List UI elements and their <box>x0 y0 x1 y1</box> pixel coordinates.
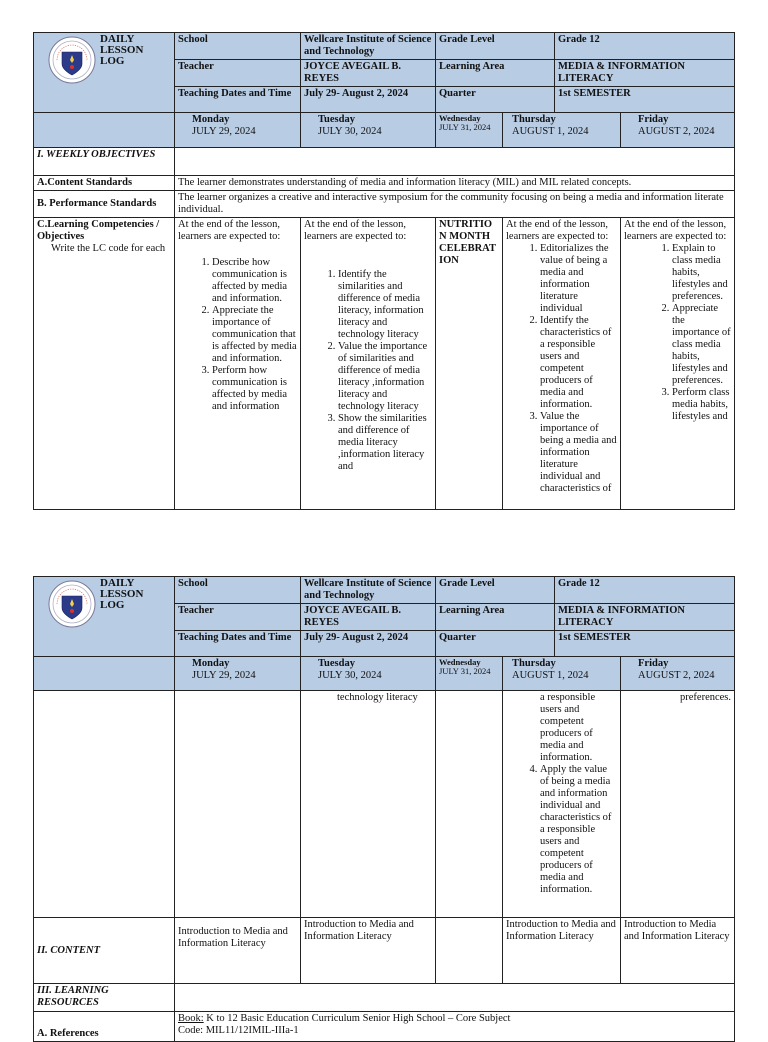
performance-standards-label: B. Performance Standards <box>34 191 175 218</box>
dates-label: Teaching Dates and Time <box>175 631 301 657</box>
weekly-objectives-label: I. WEEKLY OBJECTIVES <box>34 148 175 176</box>
dll-table <box>33 576 735 1042</box>
day-header-wednesday: Wednesday JULY 31, 2024 <box>436 657 503 691</box>
day-header-tuesday: Tuesday JULY 30, 2024 <box>301 113 436 148</box>
competencies-label-cell <box>34 218 175 510</box>
quarter-value: 1st SEMESTER <box>555 631 735 657</box>
competencies-wednesday: NUTRITION MONTH CELEBRATION <box>436 218 503 510</box>
list-item: 2. Appreciate the importance of communication that is affected by media and information. <box>212 305 297 365</box>
deped-seal-icon <box>48 36 96 84</box>
references-label: A. References <box>34 1012 175 1042</box>
day-header-monday: Monday JULY 29, 2024 <box>175 113 301 148</box>
content-wednesday <box>436 918 503 984</box>
dates-label: Teaching Dates and Time <box>175 87 301 113</box>
competencies-sub: Write the LC code for each <box>51 243 166 254</box>
day-header-thursday: Thursday AUGUST 1, 2024 <box>503 657 621 691</box>
competencies-cont-tuesday: technology literacy <box>301 691 436 918</box>
dll-title: DAILY LESSON LOG <box>100 577 144 611</box>
competencies-friday: At the end of the lesson, learners are expected to: 1. Explain to class media habits, lifestyles and preferences. 2. Appreciate the importance of class media habits, lifestyles and preferences. 3. Perform class media habits, lifestyles and <box>621 218 735 510</box>
references-cell <box>175 1012 735 1042</box>
day-header-wednesday: Wednesday JULY 31, 2024 <box>436 113 503 148</box>
competencies-label: C.Learning Competencies / Objectives <box>37 219 160 242</box>
list-item: 1. Describe how communication is affected by media and information. <box>212 257 297 305</box>
school-value: Wellcare Institute of Science and Technology <box>301 33 436 60</box>
list-item: 2. Value the importance of similarities and difference of media literacy ,information literacy and technology literacy <box>338 341 432 413</box>
day-header-spacer <box>34 657 175 691</box>
performance-standards-text: The learner organizes a creative and interactive symposium for the community focusing on being a media and information literate individual. <box>175 191 735 218</box>
dll-page-2 <box>33 576 734 1042</box>
teacher-label: Teacher <box>175 60 301 87</box>
content-standards-text: The learner demonstrates understanding of media and information literacy (MIL) and MIL related concepts. <box>175 176 735 191</box>
header-logo-cell <box>34 33 175 113</box>
competencies-cont-label <box>34 691 175 918</box>
teacher-label: Teacher <box>175 604 301 631</box>
day-header-spacer <box>34 113 175 148</box>
content-thursday: Introduction to Media and Information Literacy <box>503 918 621 984</box>
learning-resources-cell <box>175 984 735 1012</box>
grade-label: Grade Level <box>436 577 555 604</box>
dll-title: DAILY LESSON LOG <box>100 33 144 67</box>
dll-page-1 <box>33 32 734 510</box>
competencies-thursday: At the end of the lesson, learners are expected to: 1. Editorializes the value of being a media and information literature individual 2. Identify the characteristics of a responsible users and competent producers of media and information. 3. Value the importance of being a media and information literature individual and characteristics of <box>503 218 621 510</box>
list-item: 1. Editorializes the value of being a media and information literature individual <box>540 243 617 315</box>
list-item: 1. Identify the similarities and difference of media literacy, information literacy and technology literacy <box>338 269 432 341</box>
list-item: 1. Explain to class media habits, lifestyles and preferences. <box>672 243 731 303</box>
day-header-monday: Monday JULY 29, 2024 <box>175 657 301 691</box>
dates-value: July 29- August 2, 2024 <box>301 631 436 657</box>
day-header-tuesday: Tuesday JULY 30, 2024 <box>301 657 436 691</box>
area-value: MEDIA & INFORMATION LITERACY <box>555 604 735 631</box>
list-item: 2. Appreciate the importance of class media habits, lifestyles and preferences. <box>672 303 731 387</box>
day-header-thursday: Thursday AUGUST 1, 2024 <box>503 113 621 148</box>
content-tuesday: Introduction to Media and Information Literacy <box>301 918 436 984</box>
teacher-value: JOYCE AVEGAIL B. REYES <box>301 604 436 631</box>
list-item: 4. Apply the value of being a media and information individual and characteristics of a responsible users and competent producers of media and information. <box>540 764 617 896</box>
school-label: School <box>175 33 301 60</box>
list-item: 2. Identify the characteristics of a responsible users and competent producers of media and information. <box>540 315 617 411</box>
quarter-label: Quarter <box>436 631 555 657</box>
school-value: Wellcare Institute of Science and Technology <box>301 577 436 604</box>
area-label: Learning Area <box>436 60 555 87</box>
grade-label: Grade Level <box>436 33 555 60</box>
list-item: 3. Value the importance of being a media and information literature individual and characteristics of <box>540 411 617 495</box>
teacher-value: JOYCE AVEGAIL B. REYES <box>301 60 436 87</box>
content-monday: Introduction to Media and Information Literacy <box>175 918 301 984</box>
list-item: 3. Perform how communication is affected by media and information <box>212 365 297 413</box>
weekly-objectives-cell <box>175 148 735 176</box>
competencies-cont-wednesday <box>436 691 503 918</box>
learning-resources-label: III. LEARNING RESOURCES <box>34 984 175 1012</box>
content-section-label: II. CONTENT <box>34 918 175 984</box>
book-label: Book: <box>178 1013 204 1024</box>
competencies-cont-friday: preferences. <box>621 691 735 918</box>
header-logo-cell <box>34 577 175 657</box>
quarter-value: 1st SEMESTER <box>555 87 735 113</box>
day-header-friday: Friday AUGUST 2, 2024 <box>621 657 735 691</box>
competencies-cont-monday <box>175 691 301 918</box>
area-value: MEDIA & INFORMATION LITERACY <box>555 60 735 87</box>
quarter-label: Quarter <box>436 87 555 113</box>
grade-value: Grade 12 <box>555 33 735 60</box>
competencies-monday: At the end of the lesson, learners are expected to: 1. Describe how communication is affected by media and information. 2. Appreciate the importance of communication that is affected by media and information. 3. Perform how communication is affected by media and information <box>175 218 301 510</box>
school-label: School <box>175 577 301 604</box>
deped-seal-icon <box>48 580 96 628</box>
content-friday: Introduction to Media and Information Literacy <box>621 918 735 984</box>
competencies-tuesday: At the end of the lesson, learners are expected to: 1. Identify the similarities and difference of media literacy, information literacy and technology literacy 2. Value the importance of similarities and difference of media literacy ,information literacy and technology literacy 3. Show the similarities and difference of media literacy ,information literacy and <box>301 218 436 510</box>
competencies-cont-thursday: a responsible users and competent producers of media and information. 4. Apply the value of being a media and information individual and characteristics of a responsible users and competent producers of media and information. <box>503 691 621 918</box>
day-header-friday: Friday AUGUST 2, 2024 <box>621 113 735 148</box>
area-label: Learning Area <box>436 604 555 631</box>
list-item: 3. Perform class media habits, lifestyles and <box>672 387 731 423</box>
code-text: Code: MIL11/12IMIL-IIIa-1 <box>178 1025 299 1036</box>
content-standards-label: A.Content Standards <box>34 176 175 191</box>
book-text: K to 12 Basic Education Curriculum Senior High School – Core Subject <box>206 1013 511 1024</box>
dll-table <box>33 32 735 510</box>
list-item: 3. Show the similarities and difference of media literacy ,information literacy and <box>338 413 432 473</box>
dates-value: July 29- August 2, 2024 <box>301 87 436 113</box>
grade-value: Grade 12 <box>555 577 735 604</box>
